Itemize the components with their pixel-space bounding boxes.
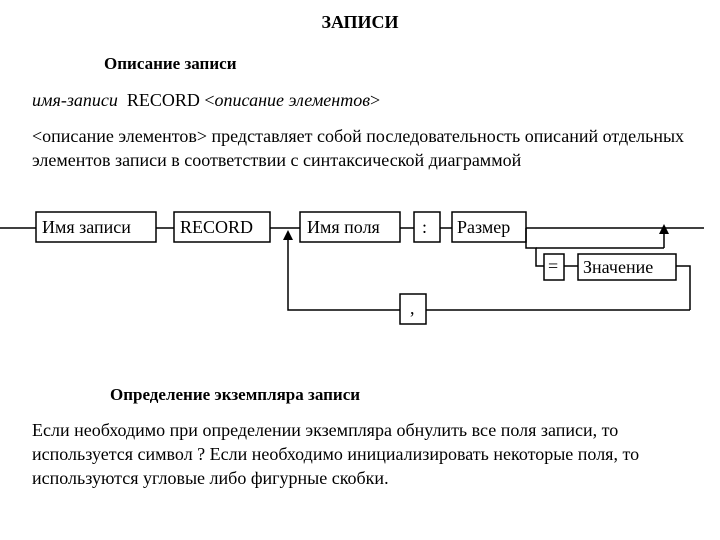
syntax-record-keyword: RECORD [126, 90, 200, 110]
label-record-name: Имя записи [42, 217, 131, 237]
syntax-elements: описание элементов [214, 90, 371, 110]
label-record-keyword: RECORD [180, 217, 254, 237]
diagram-loop-arrow [288, 232, 400, 310]
diagram-line [676, 266, 690, 310]
syntax-lt: < [204, 90, 215, 110]
label-comma: , [410, 298, 415, 318]
section-heading-record-instance: Определение экземпляра записи [110, 385, 361, 404]
section-heading-record-description: Описание записи [104, 54, 237, 73]
syntax-gt: > [370, 90, 381, 110]
page-title: ЗАПИСИ [321, 12, 399, 32]
label-equals: = [548, 256, 559, 276]
record-instance-paragraph: Если необходимо при определении экземпляра обнулить все поля записи, то используется символ ? Если необходимо инициализировать некоторые поля, то используются угловые либо фигурные скобки. [32, 420, 640, 488]
label-field-name: Имя поля [307, 217, 380, 237]
label-colon: : [422, 217, 428, 237]
diagram-branch-line [526, 228, 544, 266]
label-value: Значение [583, 257, 654, 277]
record-description-paragraph: <описание элементов> представляет собой последовательность описаний отдельных элементов записи в соответствии с синтаксической диаграммой [32, 126, 685, 170]
label-size: Размер [457, 217, 511, 237]
syntax-record-name: имя-записи [32, 90, 118, 110]
